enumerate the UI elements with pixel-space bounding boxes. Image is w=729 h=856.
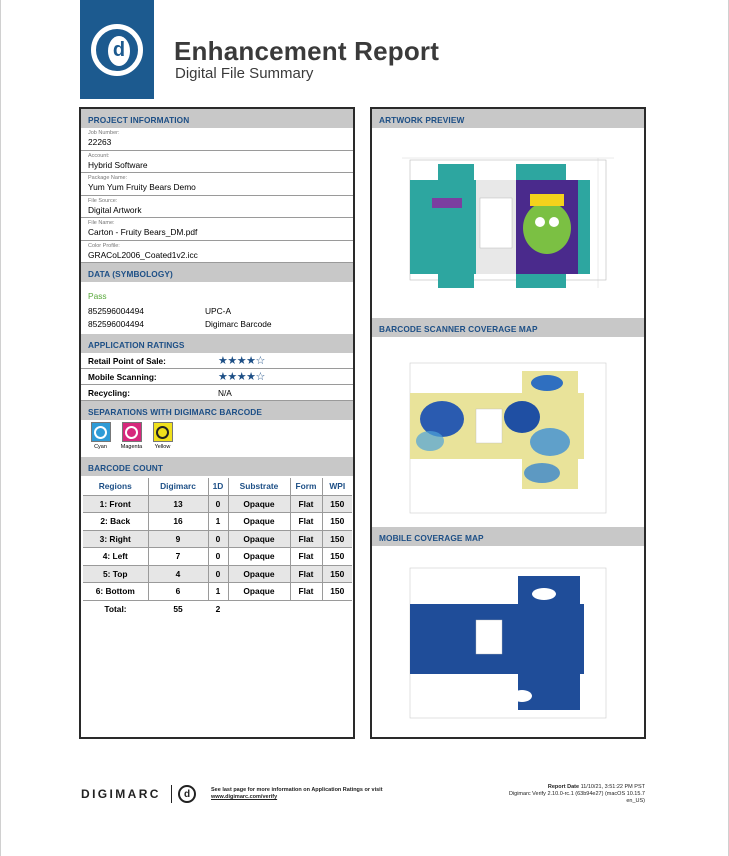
scanner-coverage-map-image (372, 337, 644, 527)
separations-heading: SEPARATIONS WITH DIGIMARC BARCODE (81, 401, 353, 420)
symbology-section (81, 282, 353, 334)
field-label: Color Profile: (88, 242, 120, 249)
table-cell: Flat (290, 495, 322, 513)
summary-panel (79, 107, 355, 739)
field-value: Carton - Fruity Bears_DM.pdf (88, 227, 198, 237)
table-cell: 4 (148, 565, 208, 583)
footer-verify-link[interactable]: www.digimarc.com/verify (211, 794, 278, 800)
cyan-swatch-icon (91, 422, 111, 442)
project-field (81, 128, 353, 151)
separation-label: Yellow (154, 444, 171, 450)
rating-recycling (81, 385, 353, 401)
column-header: Substrate (228, 478, 290, 495)
footer-note-text: See last page for more information on Application Ratings or visit (211, 787, 383, 793)
separation-magenta (119, 422, 144, 457)
table-cell: 7 (148, 548, 208, 566)
digimarc-d-logo-icon: d (91, 24, 143, 76)
report-title: Enhancement Report (174, 36, 440, 66)
field-value: Digital Artwork (88, 204, 142, 215)
rating-mobile (81, 369, 353, 385)
table-cell: 150 (322, 548, 352, 566)
project-field (81, 173, 353, 196)
table-cell: 1 (208, 513, 228, 531)
barcode-count-heading: BARCODE COUNT (81, 457, 353, 476)
report-date-label: Report Date (547, 784, 580, 790)
table-cell: Flat (290, 530, 322, 548)
table-cell: Opaque (228, 530, 290, 548)
table-cell: Opaque (228, 583, 290, 601)
artwork-preview-heading: ARTWORK PREVIEW (372, 109, 644, 128)
table-cell: 4: Left (83, 548, 148, 566)
table-header-row (83, 478, 352, 495)
separation-cyan (88, 422, 113, 457)
table-cell: 150 (322, 513, 352, 531)
separation-yellow (150, 422, 175, 457)
report-date: 11/10/21, 3:51:22 PM PST (580, 784, 645, 790)
field-label: Package Name: (88, 175, 128, 181)
field-value: Hybrid Software (88, 159, 148, 170)
table-cell: Opaque (228, 548, 290, 566)
digimarc-d-logo-icon: d (178, 785, 196, 803)
artwork-preview-image (372, 128, 644, 318)
footer-divider (171, 785, 172, 803)
symbology-row (88, 304, 353, 318)
symbology-number: 852596004494 (88, 319, 144, 330)
symbology-type: UPC-A (205, 305, 232, 316)
field-label: Account: (88, 152, 110, 159)
rating-label: Recycling: (88, 387, 130, 398)
table-cell: 0 (208, 530, 228, 548)
table-cell: 150 (322, 583, 352, 601)
table-cell: 1 (208, 583, 228, 601)
project-fields (81, 128, 353, 263)
table-row (83, 565, 352, 583)
table-cell: Flat (290, 513, 322, 531)
total-cell: Total: (104, 604, 127, 614)
table-cell: 150 (322, 495, 352, 513)
table-row (83, 583, 352, 601)
field-label: File Source: (88, 197, 118, 204)
total-cell: 55 (173, 604, 183, 614)
field-value: Yum Yum Fruity Bears Demo (88, 182, 196, 192)
table-total-row (83, 600, 352, 618)
mobile-coverage-heading: MOBILE COVERAGE MAP (372, 527, 644, 546)
table-cell: 2: Back (83, 513, 148, 531)
field-label: Job Number: (88, 130, 120, 136)
separations-list (81, 420, 353, 457)
table-cell: Flat (290, 565, 322, 583)
version-info: Digimarc Verify 2.10.0-rc.1 (63b94e27) (macOS 10.15.7 (508, 791, 645, 797)
table-cell: 6: Bottom (83, 583, 148, 601)
table-cell: 9 (148, 530, 208, 548)
report-subtitle: Digital File Summary (175, 65, 314, 82)
total-cell: 2 (215, 604, 221, 614)
rating-label: Retail Point of Sale: (88, 355, 166, 366)
table-row (83, 548, 352, 566)
table-row (83, 495, 352, 513)
digimarc-logo (80, 0, 154, 99)
table-cell: Opaque (228, 565, 290, 583)
table-cell: Opaque (228, 495, 290, 513)
column-header: Regions (83, 478, 148, 495)
yellow-swatch-icon (153, 422, 173, 442)
preview-panel (370, 107, 646, 739)
table-cell: 13 (148, 495, 208, 513)
project-field (81, 241, 353, 264)
magenta-swatch-icon (122, 422, 142, 442)
table-cell: 1: Front (83, 495, 148, 513)
table-cell: 150 (322, 565, 352, 583)
separation-label: Magenta (120, 444, 143, 450)
column-header: WPI (322, 478, 352, 495)
footer-brand: DIGIMARC (81, 787, 161, 801)
rating-label: Mobile Scanning: (88, 371, 157, 382)
page-left-edge (0, 0, 1, 856)
rating-retail (81, 353, 353, 369)
barcode-count-table (83, 478, 352, 618)
table-cell: 150 (322, 530, 352, 548)
mobile-coverage-map-image (372, 546, 644, 736)
table-cell: Flat (290, 548, 322, 566)
table-cell: Flat (290, 583, 322, 601)
version-locale: en_US) (626, 798, 645, 804)
project-field (81, 151, 353, 174)
symbology-heading: DATA (SYMBOLOGY) (81, 263, 353, 282)
symbology-status: Pass (88, 291, 107, 301)
symbology-type: Digimarc Barcode (205, 319, 272, 330)
project-field (81, 218, 353, 241)
field-value: GRACoL2006_Coated1v2.icc (88, 249, 198, 260)
separation-label: Cyan (94, 444, 107, 450)
table-cell: 5: Top (83, 565, 148, 583)
footer-note (211, 787, 383, 801)
footer-report-info (509, 784, 645, 805)
star-rating-icon: ★★★★☆ (218, 371, 265, 383)
scanner-coverage-heading: BARCODE SCANNER COVERAGE MAP (372, 318, 644, 337)
table-cell: 0 (208, 548, 228, 566)
ratings-heading: APPLICATION RATINGS (81, 334, 353, 353)
symbology-number: 852596004494 (88, 305, 144, 316)
table-cell: 0 (208, 495, 228, 513)
table-cell: 0 (208, 565, 228, 583)
field-value: 22263 (88, 137, 112, 147)
column-header: 1D (208, 478, 228, 495)
table-cell: 16 (148, 513, 208, 531)
table-row (83, 513, 352, 531)
table-cell: 6 (148, 583, 208, 601)
column-header: Digimarc (148, 478, 208, 495)
star-rating-icon: ★★★★☆ (218, 355, 265, 367)
table-cell: 3: Right (83, 530, 148, 548)
symbology-row (88, 318, 353, 332)
table-row (83, 530, 352, 548)
rating-value: N/A (218, 387, 232, 398)
field-label: File Name: (88, 220, 115, 226)
project-field (81, 196, 353, 219)
table-cell: Opaque (228, 513, 290, 531)
project-info-heading: PROJECT INFORMATION (81, 109, 353, 128)
column-header: Form (290, 478, 322, 495)
